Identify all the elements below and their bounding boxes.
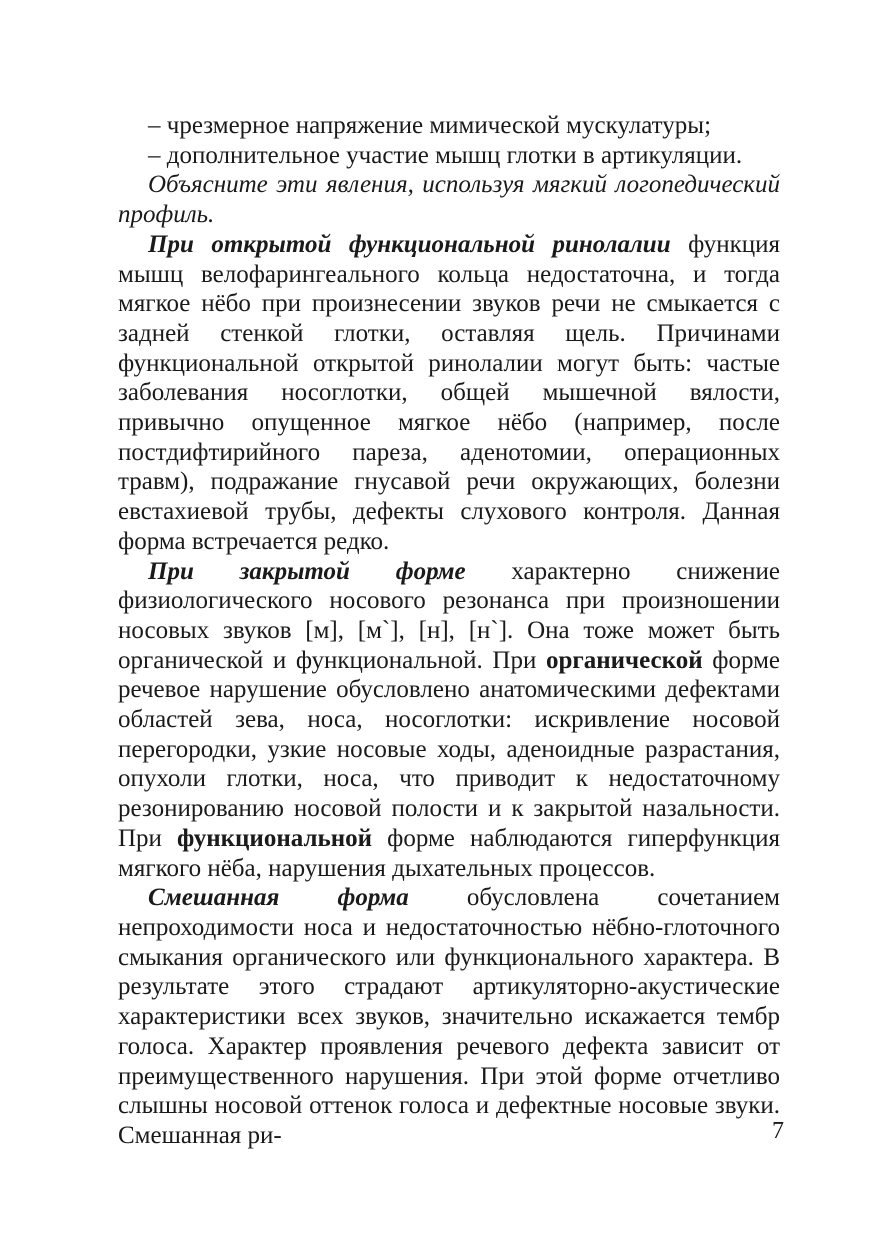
term-closed-form: При закрытой форме (148, 557, 466, 585)
question: Объясните эти явления, используя мягкий логопедический профиль. (118, 171, 780, 229)
term-functional: функциональной (177, 824, 373, 852)
term-organic: органической (545, 646, 703, 674)
paragraph-text: характерно снижение физиологического носового резонанса при произношении носовых звуков [м], [м`], [н], [н`]. Она тоже может быть органической и функциональной. При (118, 557, 780, 674)
list-item: – дополнительное участие мышц глотки в артикуляции. (148, 141, 743, 169)
paragraph-text: обусловлена сочетанием непроходимости носа и недостаточностью нёбно-глоточного смыкания органического или функционального характера. В результате этого страдают артикуляторно-акустические характеристики всех звуков, значительно искажается тембр голоса. Характер проявления речевого дефекта зависит от преимущественного нарушения. При этой форме отчетливо слышны носовой оттенок голоса и дефектные носовые звуки. Смешанная ри- (118, 884, 780, 1149)
list-item: – чрезмерное напряжение мимической мускулатуры; (148, 112, 712, 139)
term-open-rhinolalia: При открытой функциональной ринолалии (148, 230, 671, 258)
paragraph-mixed-form (118, 883, 780, 1150)
page-body (118, 111, 780, 1151)
paragraph-text: форме наблюдаются гиперфункция мягкого нёба, нарушения дыхательных процессов. (118, 824, 780, 882)
paragraph-text: форме речевое нарушение обусловлено анатомическими дефектами областей зева, носа, носоглотки: искривление носовой перегородки, узкие носовые ходы, аденоидные разрастания, опухоли глотки, носа, что приводит к недостаточному резонированию носовой полости и к закрытой назальности. При (118, 646, 780, 852)
paragraph-text: функция мышц велофарингеального кольца недостаточна, и тогда мягкое нёбо при произнесении звуков речи не смыкается с задней стенкой глотки, оставляя щель. Причинами функциональной открытой ринолалии могут быть: частые заболевания носоглотки, общей мышечной вялости, привычно опущенное мягкое нёбо (например, после постдифтирийного пареза, аденотомии, операционных травм), подражание гнусавой речи окружающих, болезни евстахиевой трубы, дефекты слухового контроля. Данная форма встречается редко. (118, 230, 780, 555)
paragraph-open-rhinolalia (118, 230, 780, 557)
paragraph-closed-form (118, 557, 780, 884)
page-number: 7 (772, 1118, 784, 1144)
term-mixed-form: Смешанная форма (148, 884, 409, 912)
